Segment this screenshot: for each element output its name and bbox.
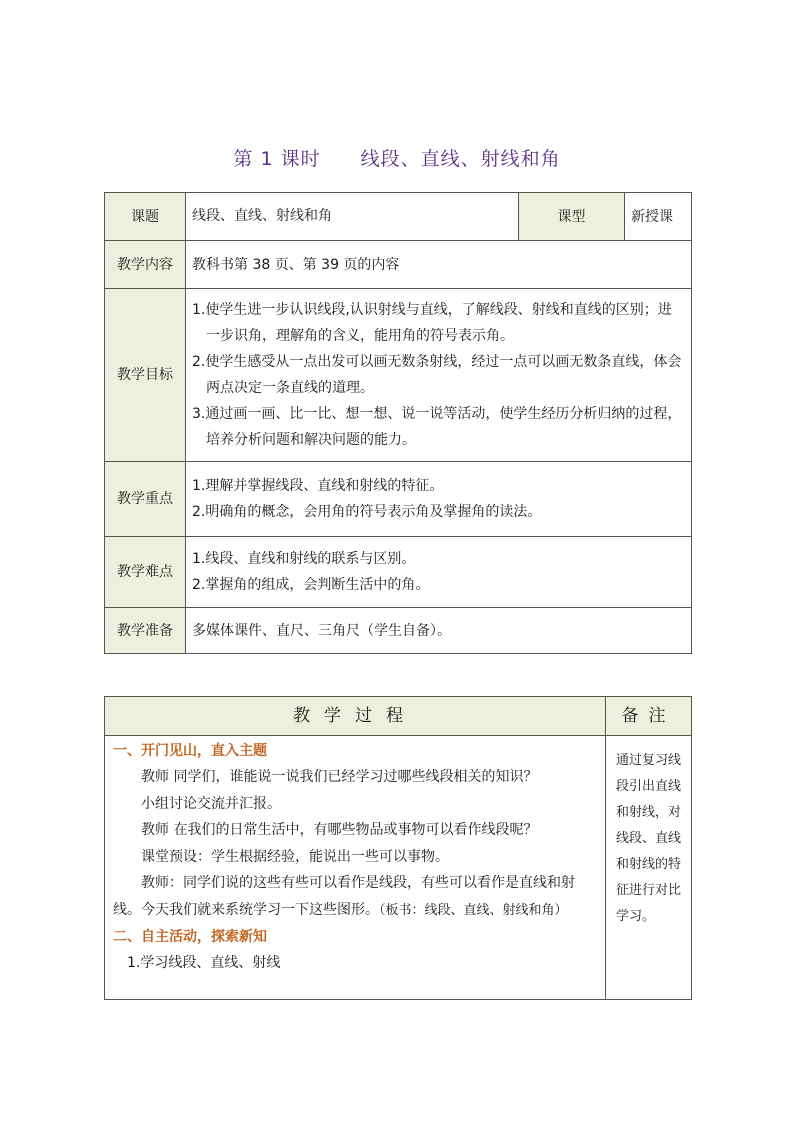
- difficult-row: [105, 537, 692, 608]
- type-value: 新授课: [625, 193, 692, 241]
- sub-heading: 1.学习线段、直线、射线: [127, 955, 281, 971]
- goal-item: 2.使学生感受从一点出发可以画无数条射线，经过一点可以画无数条直线，体会两点决定一条直线的道理。: [192, 354, 682, 396]
- content-label: 教学内容: [105, 241, 186, 289]
- goals-label: 教学目标: [105, 289, 186, 462]
- key-item: 1.理解并掌握线段、直线和射线的特征。: [192, 478, 444, 494]
- difficult-item: 2.掌握角的组成，会判断生活中的角。: [192, 577, 430, 593]
- note-header: 备注: [606, 697, 692, 736]
- prep-label: 教学准备: [105, 608, 186, 654]
- board-note: （板书：线段、直线、射线和角）: [379, 902, 568, 918]
- process-header-row: [105, 697, 692, 736]
- prep-value: 多媒体课件、直尺、三角尺（学生自备）。: [186, 608, 692, 654]
- teaching-process-table: [104, 696, 692, 1000]
- process-header: 教学过程: [105, 697, 606, 736]
- process-body: [105, 736, 606, 1000]
- topic-value: 线段、直线、射线和角: [186, 193, 519, 241]
- remark-note: 通过复习线段引出直线和射线，对线段、直线和射线的特征进行对比学习。: [606, 736, 692, 1000]
- section-heading: 一、开门见山，直入主题: [113, 743, 267, 759]
- difficult-list: [186, 537, 692, 608]
- paragraph: 小组讨论交流并汇报。: [141, 795, 281, 812]
- topic-label: 课题: [105, 193, 186, 241]
- paragraph: 课堂预设：学生根据经验，能说出一些可以事物。: [141, 848, 449, 865]
- lesson-number: 第 1 课时: [233, 148, 321, 170]
- type-label: 课型: [519, 193, 625, 241]
- content-value: 教科书第 38 页、第 39 页的内容: [186, 241, 692, 289]
- content-row: [105, 241, 692, 289]
- process-body-row: [105, 736, 692, 1000]
- section-heading: 二、自主活动，探索新知: [113, 929, 267, 945]
- paragraph: [113, 870, 599, 924]
- page-title: [0, 146, 794, 172]
- paragraph: 教师 在我们的日常生活中，有哪些物品或事物可以看作线段呢？: [141, 822, 538, 838]
- key-list: [186, 462, 692, 537]
- goal-item: 1.使学生进一步认识线段,认识射线与直线，了解线段、射线和直线的区别；进一步识角，理解角的含义，能用角的符号表示角。: [192, 302, 672, 344]
- lesson-info-table: [104, 192, 692, 654]
- prep-row: [105, 608, 692, 654]
- paragraph: 教师 同学们，谁能说一说我们已经学习过哪些线段相关的知识？: [141, 769, 538, 785]
- goals-list: [186, 289, 692, 462]
- paragraph-text: 教师：同学们说的这些有些可以看作是线段，有些可以看作是直线和射线。今天我们就来系统学习一下这些图形。: [113, 875, 575, 918]
- key-label: 教学重点: [105, 462, 186, 537]
- difficult-item: 1.线段、直线和射线的联系与区别。: [192, 551, 416, 567]
- key-row: [105, 462, 692, 537]
- difficult-label: 教学难点: [105, 537, 186, 608]
- goals-row: [105, 289, 692, 462]
- topic-row: [105, 193, 692, 241]
- key-item: 2.明确角的概念，会用角的符号表示角及掌握角的读法。: [192, 504, 542, 520]
- goal-item: 3.通过画一画、比一比、想一想、说一说等活动，使学生经历分析归纳的过程，培养分析问题和解决问题的能力。: [192, 406, 682, 448]
- lesson-topic: 线段、直线、射线和角: [360, 148, 561, 170]
